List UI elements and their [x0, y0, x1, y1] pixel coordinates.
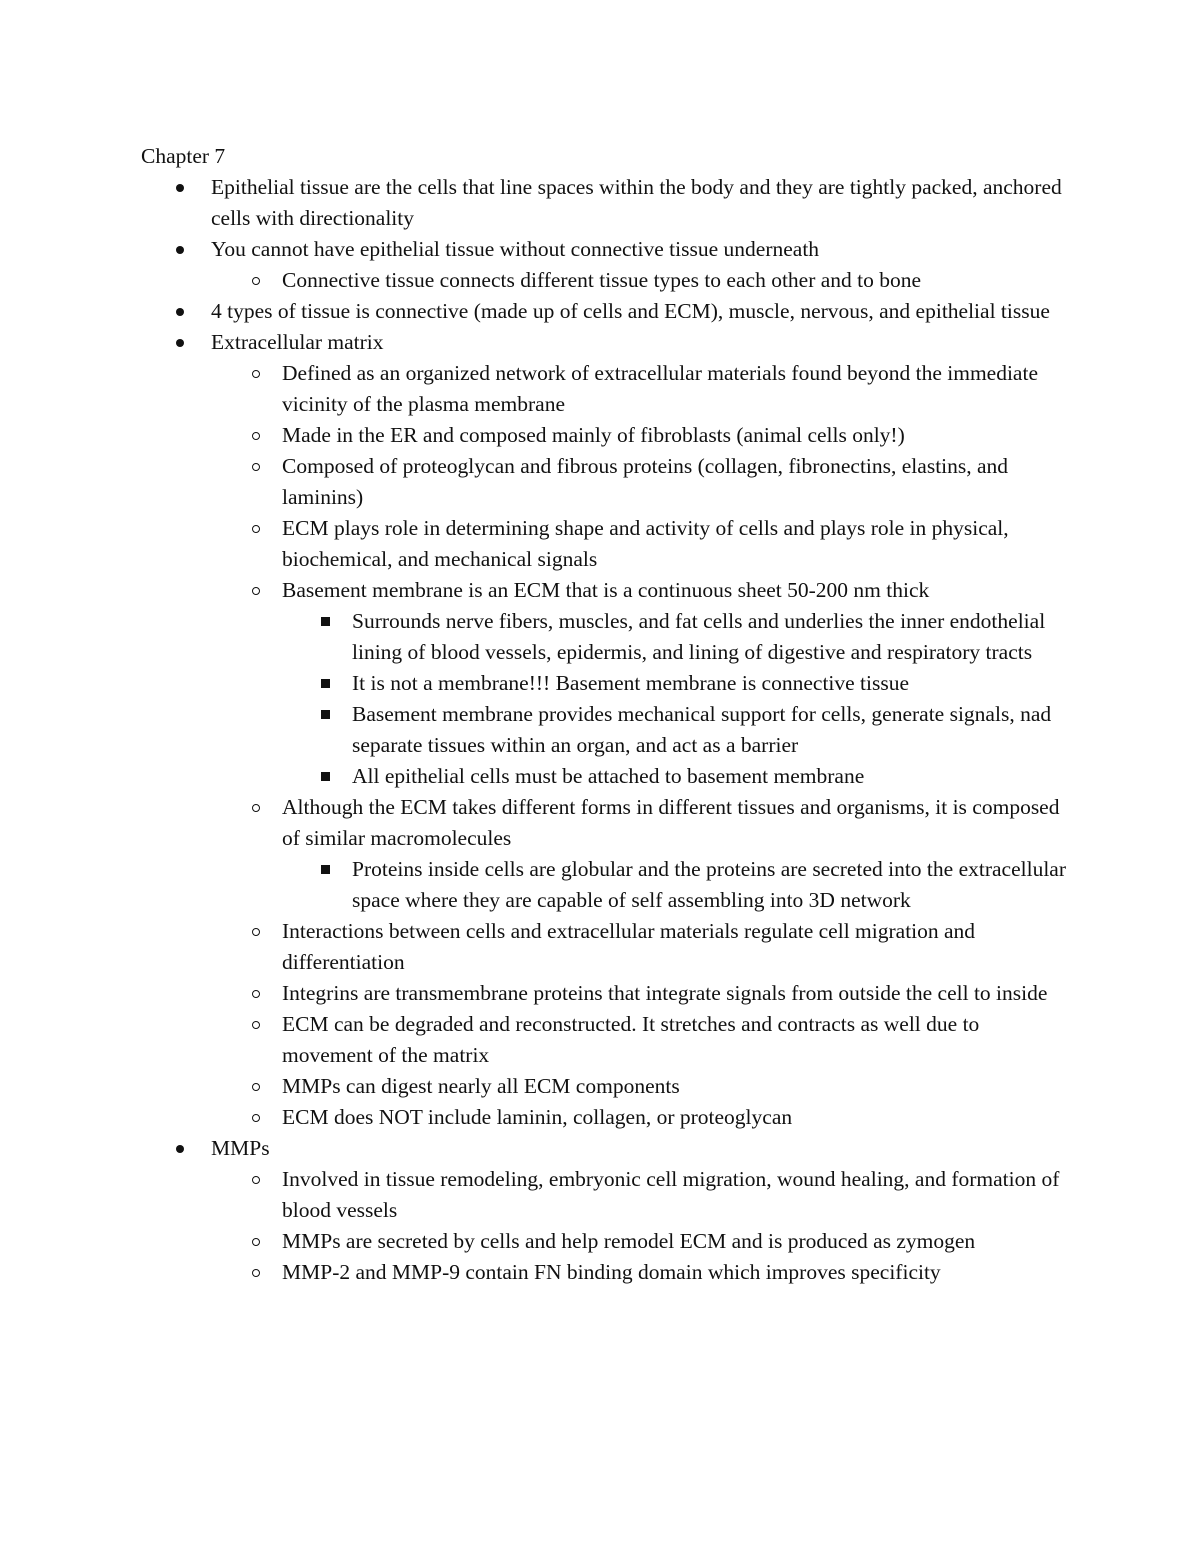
list-item-text: MMPs can digest nearly all ECM components	[282, 1074, 680, 1098]
hollow-bullet-icon	[246, 1226, 266, 1257]
list-item	[0, 327, 1066, 358]
square-bullet-icon	[315, 668, 335, 699]
list-item	[0, 1071, 1066, 1102]
list-item-text: Made in the ER and composed mainly of fibroblasts (animal cells only!)	[282, 423, 905, 447]
list-item-text: Defined as an organized network of extracellular materials found beyond the immediate vicinity of the plasma membrane	[282, 361, 1038, 416]
list-item	[0, 451, 1066, 513]
list-item	[0, 978, 1066, 1009]
list-item	[0, 1133, 1066, 1164]
hollow-bullet-icon	[246, 358, 266, 389]
list-item	[0, 1257, 1066, 1288]
list-item-text: It is not a membrane!!! Basement membrane is connective tissue	[352, 671, 910, 695]
list-item	[0, 1226, 1066, 1257]
list-item-text: Surrounds nerve fibers, muscles, and fat cells and underlies the inner endothelial lining of blood vessels, epidermis, and lining of digestive and respiratory tracts	[352, 609, 1046, 664]
hollow-bullet-icon	[246, 1009, 266, 1040]
filled-bullet-icon	[170, 1133, 190, 1164]
filled-bullet-icon	[170, 296, 190, 327]
square-bullet-icon	[315, 699, 335, 730]
list-item	[0, 575, 1066, 606]
square-bullet-icon	[315, 854, 335, 885]
list-item-text: Composed of proteoglycan and fibrous proteins (collagen, fibronectins, elastins, and laminins)	[282, 454, 1009, 509]
list-item	[0, 513, 1066, 575]
list-item	[0, 296, 1066, 327]
list-item-text: Extracellular matrix	[211, 330, 384, 354]
list-item-text: Basement membrane provides mechanical support for cells, generate signals, nad separate tissues within an organ, and act as a barrier	[352, 702, 1052, 757]
hollow-bullet-icon	[246, 1164, 266, 1195]
list-item	[0, 172, 1066, 234]
list-item-text: All epithelial cells must be attached to basement membrane	[352, 764, 865, 788]
list-item-text: 4 types of tissue is connective (made up of cells and ECM), muscle, nervous, and epithelial tissue	[211, 299, 1050, 323]
square-bullet-icon	[315, 761, 335, 792]
list-item	[0, 420, 1066, 451]
filled-bullet-icon	[170, 327, 190, 358]
hollow-bullet-icon	[246, 792, 266, 823]
list-item	[0, 234, 1066, 265]
list-item	[0, 916, 1066, 978]
list-item	[0, 854, 1066, 916]
list-item	[0, 1009, 1066, 1071]
list-item-text: Involved in tissue remodeling, embryonic cell migration, wound healing, and formation of blood vessels	[282, 1167, 1060, 1222]
hollow-bullet-icon	[246, 265, 266, 296]
list-item-text: ECM can be degraded and reconstructed. It stretches and contracts as well due to movement of the matrix	[282, 1012, 980, 1067]
hollow-bullet-icon	[246, 978, 266, 1009]
list-item	[0, 358, 1066, 420]
list-item-text: ECM does NOT include laminin, collagen, or proteoglycan	[282, 1105, 793, 1129]
list-item-text: ECM plays role in determining shape and activity of cells and plays role in physical, biochemical, and mechanical signals	[282, 516, 1009, 571]
list-item-text: You cannot have epithelial tissue without connective tissue underneath	[211, 237, 820, 261]
hollow-bullet-icon	[246, 513, 266, 544]
list-item-text: Proteins inside cells are globular and the proteins are secreted into the extracellular space where they are capable of self assembling into 3D network	[352, 857, 1067, 912]
list-item-text: Connective tissue connects different tissue types to each other and to bone	[282, 268, 922, 292]
list-item	[0, 1164, 1066, 1226]
bullet-list	[0, 172, 1200, 1288]
list-item-text: Integrins are transmembrane proteins that integrate signals from outside the cell to inside	[282, 981, 1048, 1005]
hollow-bullet-icon	[246, 575, 266, 606]
hollow-bullet-icon	[246, 1102, 266, 1133]
list-item-text: Basement membrane is an ECM that is a continuous sheet 50-200 nm thick	[282, 578, 930, 602]
list-item-text: MMPs	[211, 1136, 270, 1160]
filled-bullet-icon	[170, 172, 190, 203]
square-bullet-icon	[315, 606, 335, 637]
list-item	[0, 1102, 1066, 1133]
list-item	[0, 792, 1066, 854]
list-item-text: MMPs are secreted by cells and help remodel ECM and is produced as zymogen	[282, 1229, 976, 1253]
hollow-bullet-icon	[246, 1257, 266, 1288]
list-item	[0, 265, 1066, 296]
filled-bullet-icon	[170, 234, 190, 265]
list-item	[0, 606, 1066, 668]
list-item	[0, 668, 1066, 699]
list-item	[0, 699, 1066, 761]
list-item-text: Epithelial tissue are the cells that line spaces within the body and they are tightly packed, anchored cells with directionality	[211, 175, 1062, 230]
hollow-bullet-icon	[246, 1071, 266, 1102]
list-item-text: Interactions between cells and extracellular materials regulate cell migration and differentiation	[282, 919, 976, 974]
hollow-bullet-icon	[246, 420, 266, 451]
list-item-text: MMP-2 and MMP-9 contain FN binding domain which improves specificity	[282, 1260, 941, 1284]
page-title: Chapter 7	[141, 144, 226, 168]
notes-content	[0, 172, 1200, 1288]
hollow-bullet-icon	[246, 916, 266, 947]
list-item	[0, 761, 1066, 792]
list-item-text: Although the ECM takes different forms in different tissues and organisms, it is composed of similar macromolecules	[282, 795, 1060, 850]
hollow-bullet-icon	[246, 451, 266, 482]
